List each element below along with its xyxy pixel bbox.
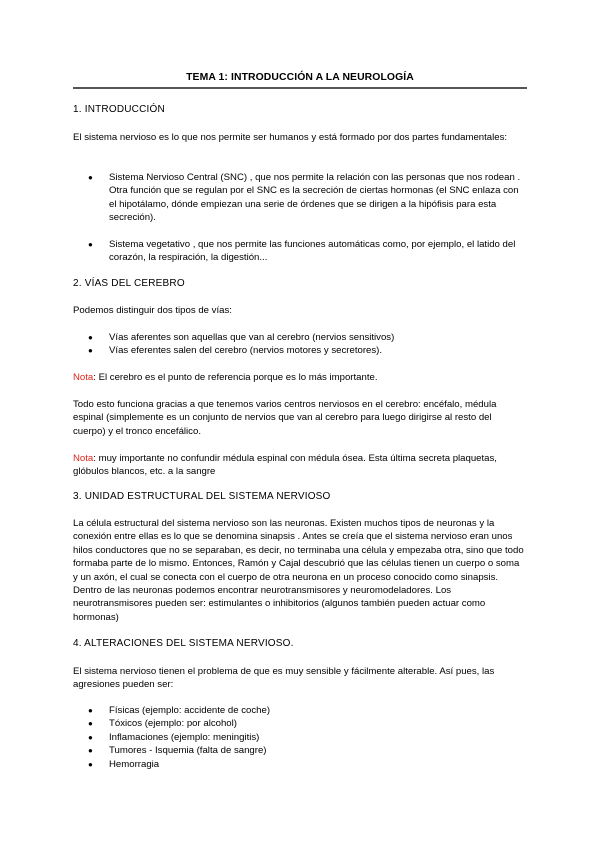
list-item-text: Vías eferentes salen del cerebro (nervios motores y secretores). <box>109 345 383 357</box>
list-item <box>73 171 525 225</box>
section-4-list <box>73 704 525 771</box>
list-item-text: Tumores - Isquemia (falta de sangre) <box>109 745 267 757</box>
list-item <box>73 717 525 730</box>
bullet-icon: ● <box>88 706 93 715</box>
section-2-intro: Podemos distinguir dos tipos de vías: <box>73 305 232 316</box>
list-item-text: Sistema Nervioso Central (SNC) , que nos permite la relación con las personas que nos rodean . Otra función que se regulan por el SNC es la secreción de ciertas hormonas (el SNC enlaza con el hipotálamo, dónde empiezan una serie de órdenes que se dirigen a la hipófisis para esta secreción). <box>109 172 521 224</box>
section-3-paragraph: La célula estructural del sistema nervioso son las neuronas. Existen muchos tipos de neuronas y la conexión entre ellas es lo que se denomina sinapsis . Antes se creía que el sistema nervioso eran unos hilos conductores que no se separaban, es decir, no terminaba una célula y empezaba otra, sino que todo formaba parte de lo mismo. Entonces, Ramón y Cajal descubrió que las células tienen un cuerpo o soma y un axón, el cual se conecta con el cuerpo de otra neurona en un proceso conocido como sinapsis. Dentro de las neuronas podemos encontrar neurotransmisores y neuromodeladores. Los neurotransmisores pueden ser: estimulantes o inhibitorios (algunos también pueden actuar como hormonas) <box>73 518 524 623</box>
list-item-text: Físicas (ejemplo: accidente de coche) <box>109 705 271 716</box>
section-4-heading: 4. ALTERACIONES DEL SISTEMA NERVIOSO. <box>73 638 294 649</box>
section-1-list <box>73 171 525 225</box>
list-item <box>73 238 525 265</box>
list-item <box>73 744 525 757</box>
bullet-icon: ● <box>88 746 93 756</box>
section-4-intro: El sistema nervioso tienen el problema de que es muy sensible y fácilmente alterable. Así pues, las agresiones pueden ser: <box>73 666 495 691</box>
list-item-text: Sistema vegetativo , que nos permite las funciones automáticas como, por ejemplo, el latido del corazón, la respiración, la digestión... <box>109 239 516 264</box>
section-2-heading: 2. VÍAS DEL CEREBRO <box>73 278 185 289</box>
list-item <box>73 344 525 357</box>
section-1-list-2 <box>73 238 525 265</box>
document-title: TEMA 1: INTRODUCCIÓN A LA NEUROLOGÍA <box>186 72 414 83</box>
list-item-text: Vías aferentes son aquellas que van al cerebro (nervios sensitivos) <box>109 332 395 343</box>
nota-label: Nota <box>73 372 94 383</box>
list-item <box>73 731 525 744</box>
list-item <box>73 704 525 717</box>
nota-text: : El cerebro es el punto de referencia porque es lo más importante. <box>93 372 378 383</box>
document-page <box>73 0 527 848</box>
section-2-list <box>73 331 525 358</box>
title-rule <box>73 87 527 89</box>
bullet-icon: ● <box>88 719 93 729</box>
list-item <box>73 758 525 771</box>
bullet-icon: ● <box>88 333 93 342</box>
section-1-heading: 1. INTRODUCCIÓN <box>73 104 165 115</box>
bullet-icon: ● <box>88 173 93 182</box>
nota-text: : muy importante no confundir médula espinal con médula ósea. Esta última secreta plaquetas, glóbulos blancos, etc. a la sangre <box>73 453 497 478</box>
section-2-paragraph: Todo esto funciona gracias a que tenemos varios centros nerviosos en el cerebro: encéfalo, médula espinal (simplemente es un conjunto de nervios que van al cerebro para luego dirigirse al resto del cuerpo) y el tronco encefálico. <box>73 399 497 437</box>
nota-1 <box>73 371 525 384</box>
section-1-intro: El sistema nervioso es lo que nos permite ser humanos y está formado por dos partes fundamentales: <box>73 132 508 143</box>
bullet-icon: ● <box>88 240 93 249</box>
bullet-icon: ● <box>88 346 93 356</box>
list-item-text: Tóxicos (ejemplo: por alcohol) <box>109 718 237 730</box>
bullet-icon: ● <box>88 732 93 742</box>
nota-2 <box>73 452 525 479</box>
nota-label: Nota <box>73 453 94 464</box>
list-item-text: Hemorragia <box>109 758 160 770</box>
bullet-icon: ● <box>88 759 93 769</box>
list-item <box>73 331 525 344</box>
list-item-text: Inflamaciones (ejemplo: meningitis) <box>109 731 260 743</box>
section-3-heading: 3. UNIDAD ESTRUCTURAL DEL SISTEMA NERVIOSO <box>73 491 331 502</box>
